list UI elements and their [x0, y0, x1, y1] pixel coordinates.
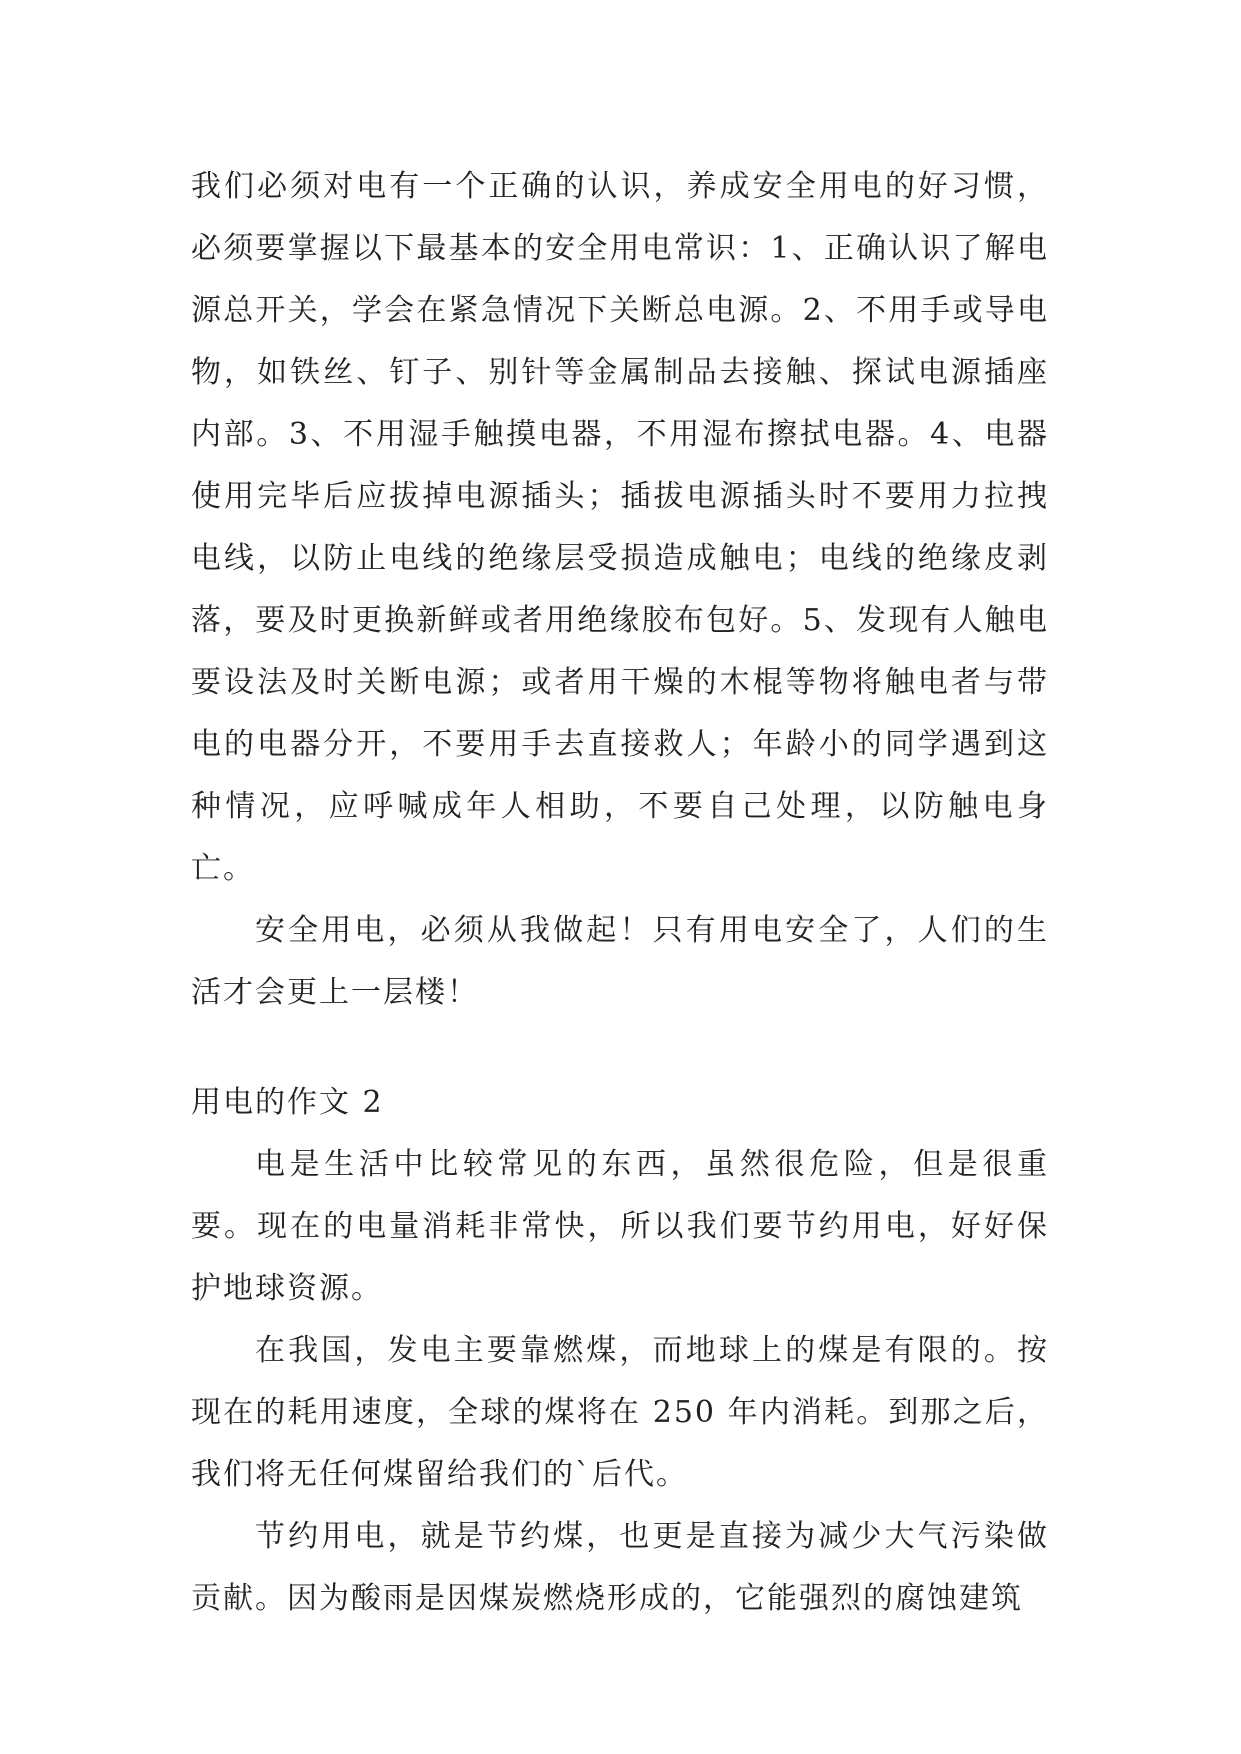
document-body — [191, 156, 1049, 1630]
essay1-paragraph-1: 我们必须对电有一个正确的认识，养成安全用电的好习惯，必须要掌握以下最基本的安全用电常识：1、正确认识了解电源总开关，学会在紧急情况下关断总电源。2、不用手或导电物，如铁丝、钉子、别针等金属制品去接触、探试电源插座内部。3、不用湿手触摸电器，不用湿布擦拭电器。4、电器使用完毕后应拔掉电源插头；插拔电源插头时不要用力拉拽电线，以防止电线的绝缘层受损造成触电；电线的绝缘皮剥落，要及时更换新鲜或者用绝缘胶布包好。5、发现有人触电要设法及时关断电源；或者用干燥的木棍等物将触电者与带电的电器分开，不要用手去直接救人；年龄小的同学遇到这种情况，应呼喊成年人相助，不要自己处理，以防触电身亡。 — [191, 169, 1049, 886]
essay2-paragraph-3: 节约用电，就是节约煤，也更是直接为减少大气污染做贡献。因为酸雨是因煤炭燃烧形成的，它能强烈的腐蚀建筑 — [191, 1519, 1049, 1616]
essay2-paragraph-2: 在我国，发电主要靠燃煤，而地球上的煤是有限的。按现在的耗用速度，全球的煤将在 250 年内消耗。到那之后，我们将无任何煤留给我们的`后代。 — [191, 1333, 1049, 1492]
essay1-paragraph-2: 安全用电，必须从我做起！只有用电安全了，人们的生活才会更上一层楼！ — [191, 913, 1049, 1010]
essay2-paragraph-1: 电是生活中比较常见的东西，虽然很危险，但是很重要。现在的电量消耗非常快，所以我们要节约用电，好好保护地球资源。 — [191, 1147, 1049, 1306]
essay2-title: 用电的作文 2 — [191, 1085, 384, 1120]
